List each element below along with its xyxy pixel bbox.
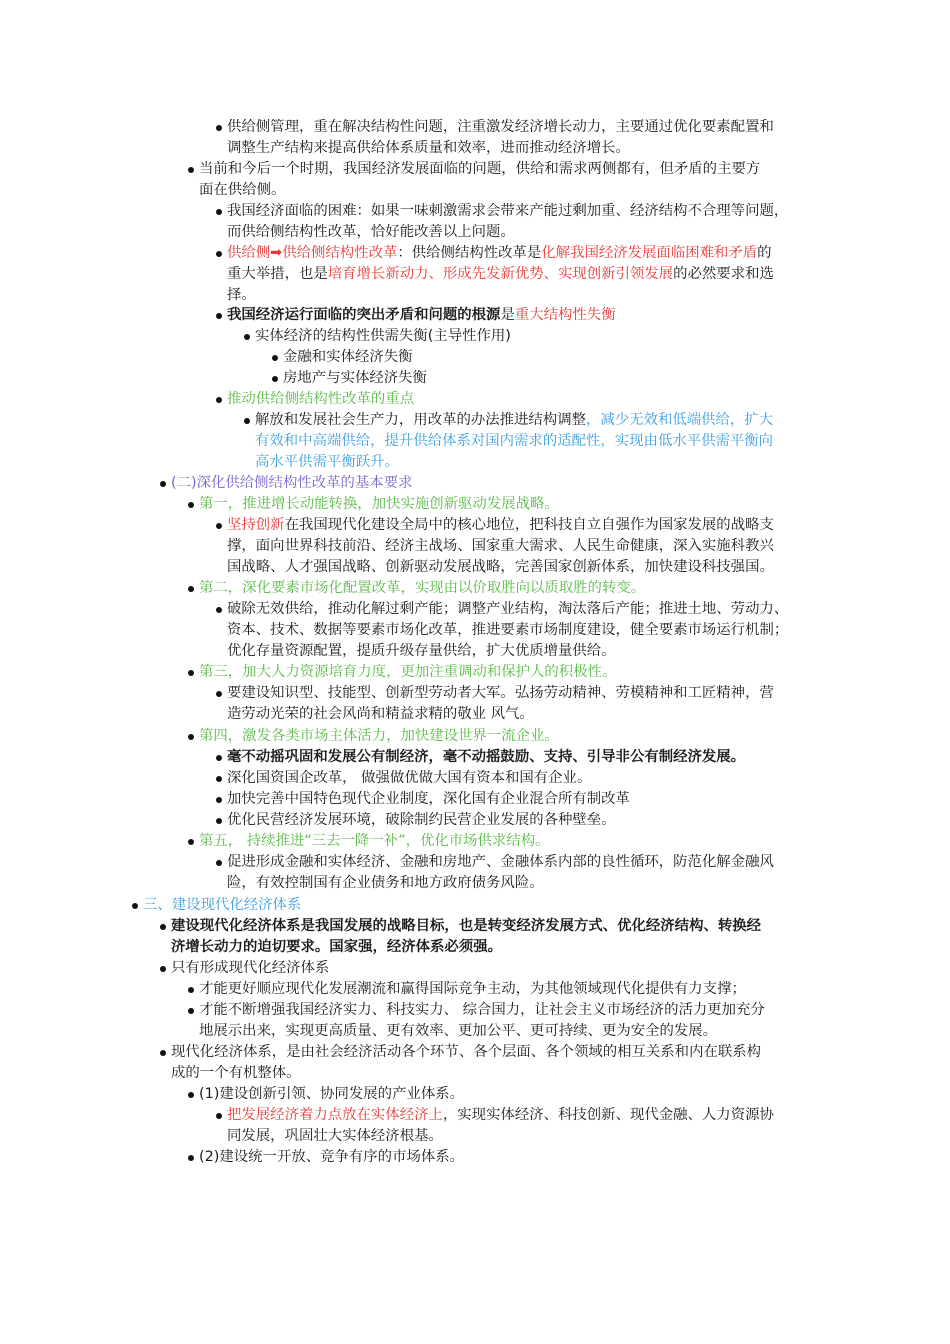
bullet-text-line bbox=[171, 1063, 761, 1084]
bullet-dot-icon bbox=[272, 355, 278, 361]
text-segment: 现代化经济体系，是由社会经济活动各个环节、各个层面、各个领域的相互关系和内在联系构 bbox=[171, 1044, 762, 1060]
bullet-text-line bbox=[199, 180, 760, 201]
text-segment: (2)建设统一开放、竞争有序的市场体系。 bbox=[199, 1149, 465, 1165]
text-segment: 实体经济的结构性供需失衡(主导性作用) bbox=[255, 328, 511, 344]
text-segment: 国战略、人才强国战略、创新驱动发展战略，完善国家创新体系，加快建设科技强国。 bbox=[227, 559, 774, 575]
bullet-item bbox=[216, 1105, 774, 1147]
text-segment: 只有形成现代化经济体系 bbox=[171, 960, 330, 976]
bullet-text-line bbox=[199, 979, 746, 1000]
text-segment: 化解我国经济发展面临困难和矛盾 bbox=[541, 245, 758, 261]
bullet-dot-icon bbox=[216, 251, 222, 257]
bullet-text-line bbox=[199, 1021, 765, 1042]
bullet-text-line bbox=[171, 937, 761, 958]
bullet-item bbox=[160, 473, 412, 494]
text-segment: 第四，激发各类市场主体活力，加快建设世界一流企业。 bbox=[199, 728, 559, 744]
bullet-item bbox=[216, 810, 616, 831]
bullet-item bbox=[216, 599, 788, 662]
bullet-text-line bbox=[283, 347, 413, 368]
text-segment: 坚持创新 bbox=[227, 517, 285, 533]
text-segment: 的 bbox=[757, 245, 772, 261]
bullet-dot-icon bbox=[160, 481, 166, 487]
bullet-text-line bbox=[227, 557, 774, 578]
text-segment: 才能更好顺应现代化发展潮流和赢得国际竞争主动，为其他领域现代化提供有力支撑； bbox=[199, 981, 746, 997]
bullet-text-line bbox=[227, 641, 788, 662]
text-segment: 优化存量资源配置，提质升级存量供给，扩大优质增量供给。 bbox=[227, 643, 616, 659]
bullet-text-line bbox=[227, 873, 774, 894]
text-segment: 我国经济运行面临的突出矛盾和问题的根源 bbox=[227, 307, 501, 323]
text-segment: 把发展经济着力点放在实体经济上 bbox=[227, 1107, 443, 1123]
bullet-item bbox=[188, 494, 559, 515]
text-segment: 第五， 持续推进“三去一降一补”，优化市场供求结构。 bbox=[199, 833, 550, 849]
bullet-text-line bbox=[227, 305, 616, 326]
bullet-text-line bbox=[255, 410, 773, 431]
bullet-text-line bbox=[199, 1084, 464, 1105]
text-segment: 第二，深化要素市场化配置改革，实现由以价取胜向以质取胜的转变。 bbox=[199, 580, 646, 596]
bullet-text-line bbox=[199, 726, 559, 747]
bullet-text-line bbox=[199, 1147, 464, 1168]
bullet-text-line bbox=[227, 264, 774, 285]
bullet-text-line bbox=[227, 852, 774, 873]
bullet-dot-icon bbox=[216, 797, 222, 803]
bullet-dot-icon bbox=[216, 818, 222, 824]
bullet-item bbox=[244, 410, 773, 473]
text-segment: 重大结构性失衡 bbox=[514, 307, 616, 323]
text-segment: 资本、技术、数据等要素市场化改革，推进要素市场制度建设，健全要素市场运行机制； bbox=[227, 622, 789, 638]
text-segment: 破除无效供给，推动化解过剩产能；调整产业结构，淘汰落后产能；推进土地、劳动力、 bbox=[227, 601, 789, 617]
text-segment: 面在供给侧。 bbox=[199, 182, 286, 198]
text-segment: 推动供给侧结构性改革的重点 bbox=[227, 391, 415, 407]
bullet-item bbox=[216, 747, 745, 768]
text-segment: 培育增长新动力、形成先发新优势、实现创新引领发展 bbox=[327, 266, 674, 282]
bullet-dot-icon bbox=[216, 755, 222, 761]
bullet-dot-icon bbox=[244, 334, 250, 340]
text-segment: 毫不动摇巩固和发展公有制经济，毫不动摇鼓励、支持、引导非公有制经济发展。 bbox=[227, 749, 746, 765]
text-segment: 供给侧➡供给侧结构性改革 bbox=[227, 245, 398, 261]
bullet-dot-icon bbox=[160, 1050, 166, 1056]
text-segment: 当前和今后一个时期，我国经济发展面临的问题，供给和需求两侧都有，但矛盾的主要方 bbox=[199, 161, 761, 177]
bullet-text-line bbox=[227, 620, 788, 641]
text-segment: 重大举措，也是 bbox=[227, 266, 328, 282]
text-segment: 的必然要求和选 bbox=[673, 266, 774, 282]
bullet-text-line bbox=[255, 431, 773, 452]
bullet-dot-icon bbox=[188, 586, 194, 592]
text-segment: 建设现代化经济体系是我国发展的战略目标，也是转变经济发展方式、优化经济结构、转换经 bbox=[171, 918, 762, 934]
text-segment: 优化民营经济发展环境，破除制约民营企业发展的各种壁垒。 bbox=[227, 812, 616, 828]
text-segment: 才能不断增强我国经济实力、科技实力、 综合国力，让社会主义市场经济的活力更加充分 bbox=[199, 1002, 765, 1018]
text-segment: 在我国现代化建设全局中的核心地位，把科技自立自强作为国家发展的战略支 bbox=[284, 517, 774, 533]
bullet-item bbox=[188, 979, 746, 1000]
bullet-dot-icon bbox=[216, 523, 222, 529]
bullet-dot-icon bbox=[216, 125, 222, 131]
text-segment: 同发展，巩固壮大实体经济根基。 bbox=[227, 1128, 443, 1144]
text-segment: 而供给侧结构性改革，恰好能改善以上问题。 bbox=[227, 224, 515, 240]
bullet-dot-icon bbox=[216, 1113, 222, 1119]
bullet-text-line bbox=[227, 1126, 774, 1147]
bullet-item bbox=[272, 347, 413, 368]
text-segment: 三、建设现代化经济体系 bbox=[143, 897, 302, 913]
bullet-item bbox=[216, 515, 774, 578]
text-segment: 促进形成金融和实体经济、金融和房地产、金融体系内部的良性循环，防范化解金融风 bbox=[227, 854, 774, 870]
bullet-text-line bbox=[199, 578, 645, 599]
bullet-item bbox=[188, 578, 645, 599]
bullet-text-line bbox=[199, 662, 616, 683]
bullet-text-line bbox=[227, 599, 788, 620]
text-segment: (二)深化供给侧结构性改革的基本要求 bbox=[171, 475, 413, 491]
bullet-item bbox=[188, 726, 559, 747]
text-segment: 第一，推进增长动能转换，加快实施创新驱动发展战略。 bbox=[199, 496, 559, 512]
bullet-text-line bbox=[227, 515, 774, 536]
bullet-text-line bbox=[227, 810, 616, 831]
bullet-text-line bbox=[255, 326, 511, 347]
bullet-text-line bbox=[143, 895, 301, 916]
bullet-text-line bbox=[171, 916, 761, 937]
bullet-text-line bbox=[227, 222, 788, 243]
bullet-dot-icon bbox=[216, 860, 222, 866]
text-segment: 金融和实体经济失衡 bbox=[283, 349, 413, 365]
bullet-text-line bbox=[227, 285, 774, 306]
bullet-item bbox=[216, 768, 591, 789]
bullet-dot-icon bbox=[188, 167, 194, 173]
bullet-item bbox=[216, 305, 616, 326]
bullet-text-line bbox=[283, 368, 427, 389]
text-segment: 成的一个有机整体。 bbox=[171, 1065, 301, 1081]
bullet-text-line bbox=[227, 768, 591, 789]
text-segment: 择。 bbox=[227, 287, 256, 303]
bullet-item bbox=[188, 831, 549, 852]
text-segment: 深化国资国企改革， 做强做优做大国有资本和国有企业。 bbox=[227, 770, 592, 786]
bullet-text-line bbox=[227, 1105, 774, 1126]
text-segment: 加快完善中国特色现代企业制度，深化国有企业混合所有制改革 bbox=[227, 791, 630, 807]
bullet-item bbox=[160, 916, 761, 958]
bullet-dot-icon bbox=[216, 313, 222, 319]
bullet-item bbox=[216, 243, 774, 306]
bullet-item bbox=[272, 368, 427, 389]
bullet-item bbox=[188, 1147, 464, 1168]
bullet-item bbox=[216, 201, 788, 243]
bullet-text-line bbox=[199, 1000, 765, 1021]
bullet-item bbox=[188, 1084, 464, 1105]
bullet-item bbox=[216, 852, 774, 894]
bullet-text-line bbox=[227, 201, 788, 222]
text-segment: 济增长动力的迫切要求。国家强，经济体系必须强。 bbox=[171, 939, 502, 955]
text-segment: 险，有效控制国有企业债务和地方政府债务风险。 bbox=[227, 875, 544, 891]
bullet-dot-icon bbox=[216, 776, 222, 782]
bullet-dot-icon bbox=[216, 397, 222, 403]
bullet-item bbox=[160, 958, 329, 979]
text-segment: 供给侧管理，重在解决结构性问题，注重激发经济增长动力，主要通过优化要素配置和 bbox=[227, 119, 774, 135]
bullet-dot-icon bbox=[188, 1008, 194, 1014]
bullet-item bbox=[188, 159, 760, 201]
bullet-text-line bbox=[227, 243, 774, 264]
text-segment: 是 bbox=[500, 307, 515, 323]
bullet-item bbox=[216, 117, 774, 159]
bullet-dot-icon bbox=[188, 734, 194, 740]
text-segment: 第三，加大人力资源培育力度，更加注重调动和保护人的积极性。 bbox=[199, 664, 617, 680]
text-segment: (1)建设创新引领、协同发展的产业体系。 bbox=[199, 1086, 465, 1102]
bullet-text-line bbox=[171, 1042, 761, 1063]
bullet-item bbox=[188, 1000, 765, 1042]
bullet-text-line bbox=[199, 494, 559, 515]
bullet-text-line bbox=[227, 536, 774, 557]
text-segment: 要建设知识型、技能型、创新型劳动者大军。弘扬劳动精神、劳模精神和工匠精神，营 bbox=[227, 685, 774, 701]
bullet-text-line bbox=[227, 747, 745, 768]
bullet-dot-icon bbox=[188, 502, 194, 508]
bullet-dot-icon bbox=[272, 376, 278, 382]
bullet-dot-icon bbox=[216, 691, 222, 697]
bullet-text-line bbox=[171, 473, 412, 494]
text-segment: 撑，面向世界科技前沿、经济主战场、国家重大需求、人民生命健康，深入实施科教兴 bbox=[227, 538, 774, 554]
text-segment: 地展示出来，实现更高质量、更有效率、更加公平、更可持续、更为安全的发展。 bbox=[199, 1023, 718, 1039]
bullet-item bbox=[132, 895, 301, 916]
text-segment: 有效和中高端供给，提升供给体系对国内需求的适配性，实现由低水平供需平衡向 bbox=[255, 433, 774, 449]
bullet-dot-icon bbox=[160, 924, 166, 930]
bullet-item bbox=[216, 683, 774, 725]
text-segment: 解放和发展社会生产力，用改革的办法推进结构调整 bbox=[255, 412, 586, 428]
bullet-dot-icon bbox=[188, 670, 194, 676]
bullet-text-line bbox=[227, 138, 774, 159]
bullet-text-line bbox=[255, 452, 773, 473]
bullet-text-line bbox=[227, 683, 774, 704]
text-segment: 房地产与实体经济失衡 bbox=[283, 370, 427, 386]
text-segment: 调整生产结构来提高供给体系质量和效率，进而推动经济增长。 bbox=[227, 140, 630, 156]
text-segment: ，减少无效和低端供给，扩大 bbox=[586, 412, 774, 428]
bullet-text-line bbox=[227, 389, 414, 410]
bullet-item bbox=[216, 789, 630, 810]
bullet-dot-icon bbox=[216, 607, 222, 613]
bullet-item bbox=[188, 662, 616, 683]
bullet-dot-icon bbox=[216, 209, 222, 215]
text-segment: 高水平供需平衡跃升。 bbox=[255, 454, 399, 470]
text-segment: ，实现实体经济、科技创新、现代金融、人力资源协 bbox=[442, 1107, 774, 1123]
bullet-text-line bbox=[227, 117, 774, 138]
bullet-text-line bbox=[199, 159, 760, 180]
bullet-text-line bbox=[227, 704, 774, 725]
bullet-dot-icon bbox=[160, 966, 166, 972]
bullet-text-line bbox=[199, 831, 549, 852]
text-segment: 造劳动光荣的社会风尚和精益求精的敬业 风气。 bbox=[227, 706, 534, 722]
bullet-dot-icon bbox=[188, 839, 194, 845]
text-segment: 我国经济面临的困难：如果一味刺激需求会带来产能过剩加重、经济结构不合理等问题， bbox=[227, 203, 789, 219]
bullet-item bbox=[216, 389, 414, 410]
bullet-text-line bbox=[171, 958, 329, 979]
text-segment: ：供给侧结构性改革是 bbox=[397, 245, 542, 261]
bullet-dot-icon bbox=[188, 1155, 194, 1161]
bullet-dot-icon bbox=[132, 903, 138, 909]
bullet-dot-icon bbox=[188, 987, 194, 993]
bullet-dot-icon bbox=[188, 1092, 194, 1098]
bullet-text-line bbox=[227, 789, 630, 810]
bullet-dot-icon bbox=[244, 418, 250, 424]
bullet-item bbox=[244, 326, 511, 347]
bullet-item bbox=[160, 1042, 761, 1084]
